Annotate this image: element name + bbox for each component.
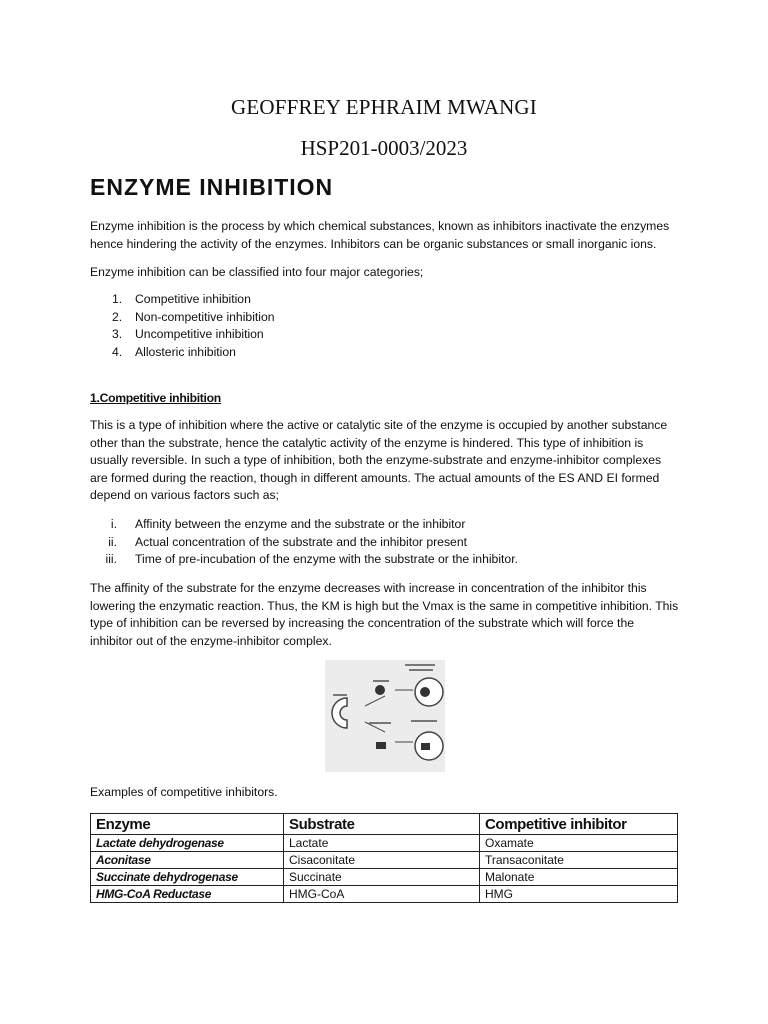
list-text: Time of pre-incubation of the enzyme with the substrate or the inhibitor.: [135, 552, 518, 566]
examples-label: Examples of competitive inhibitors.: [90, 785, 278, 799]
substrate-cell: Succinate: [284, 869, 480, 886]
list-item: [90, 291, 275, 309]
inhibitor-cell: Transaconitate: [480, 852, 678, 869]
list-number: 1.: [112, 292, 123, 306]
substrate-cell: Lactate: [284, 835, 480, 852]
table-row: [91, 886, 678, 903]
table-row: [91, 852, 678, 869]
table-row: [91, 869, 678, 886]
registration-number: HSP201-0003/2023: [300, 136, 468, 160]
list-text: Actual concentration of the substrate and the inhibitor present: [135, 534, 467, 549]
column-header: Competitive inhibitor: [480, 814, 678, 835]
categories-intro: Enzyme inhibition can be classified into four major categories;: [90, 265, 424, 279]
author-name: GEOFFREY EPHRAIM MWANGI: [230, 95, 537, 119]
list-text: Non-competitive inhibition: [135, 309, 275, 324]
list-text: Allosteric inhibition: [135, 344, 236, 359]
list-text: Competitive inhibition: [135, 292, 251, 306]
enzyme-cell: HMG-CoA Reductase: [91, 886, 284, 903]
substrate-cell: Cisaconitate: [284, 852, 480, 869]
column-header: Enzyme: [91, 814, 284, 835]
list-number: ii.: [108, 534, 117, 549]
intro-paragraph: Enzyme inhibition is the process by which chemical substances, known as inhibitors inactivate the enzymes hence hindering the activity of the enzymes. Inhibitors can be organic substances or small inorganic ions.: [90, 219, 670, 251]
substrate-cell: HMG-CoA: [284, 886, 480, 903]
enzyme-cell: Lactate dehydrogenase: [91, 835, 284, 852]
list-item: [90, 326, 275, 344]
list-number: iii.: [105, 552, 117, 566]
section-heading: 1.Competitive inhibition: [90, 391, 221, 405]
list-number: 3.: [112, 327, 123, 341]
inhibitor-cell: HMG: [480, 886, 678, 903]
list-item: [90, 516, 518, 534]
inhibitor-cell: Malonate: [480, 869, 678, 886]
inhibitor-table: [90, 813, 678, 903]
competitive-paragraph: This is a type of inhibition where the active or catalytic site of the enzyme is occupied by another substance other than the substrate, hence the catalytic activity of the enzyme is hindered. This type of inhibition is usually reversible. In such a type of inhibition, both the enzyme-substrate and enzyme-inhibitor complexes are formed during the reaction, though in different amounts. The actual amounts of the ES AND EI formed depend on various factors such as;: [90, 418, 668, 502]
affinity-paragraph: The affinity of the substrate for the enzyme decreases with increase in concentration of the inhibitor this lowering the enzymatic reaction. Thus, the KM is high but the Vmax is the same in competitive inhibition. This type of inhibition can be reversed by increasing the concentration of the substrate which will force the inhibitor out of the enzyme-inhibitor complex.: [90, 581, 679, 648]
inhibitor-cell: Oxamate: [480, 835, 678, 852]
factor-list: [90, 516, 518, 569]
enzyme-cell: Aconitase: [91, 852, 284, 869]
list-item: [90, 534, 518, 552]
table-row: [91, 835, 678, 852]
document-title: ENZYME INHIBITION: [90, 174, 334, 200]
category-list: [90, 291, 275, 361]
list-number: i.: [110, 517, 117, 531]
list-item: [90, 344, 275, 362]
list-number: 4.: [112, 344, 123, 359]
enzyme-cell: Succinate dehydrogenase: [91, 869, 284, 886]
list-item: [90, 309, 275, 327]
list-item: [90, 551, 518, 569]
table-header-row: [91, 814, 678, 835]
enzyme-diagram-icon: [325, 660, 445, 772]
list-number: 2.: [112, 309, 123, 324]
list-text: Affinity between the enzyme and the substrate or the inhibitor: [135, 517, 466, 531]
list-text: Uncompetitive inhibition: [135, 327, 264, 341]
column-header: Substrate: [284, 814, 480, 835]
